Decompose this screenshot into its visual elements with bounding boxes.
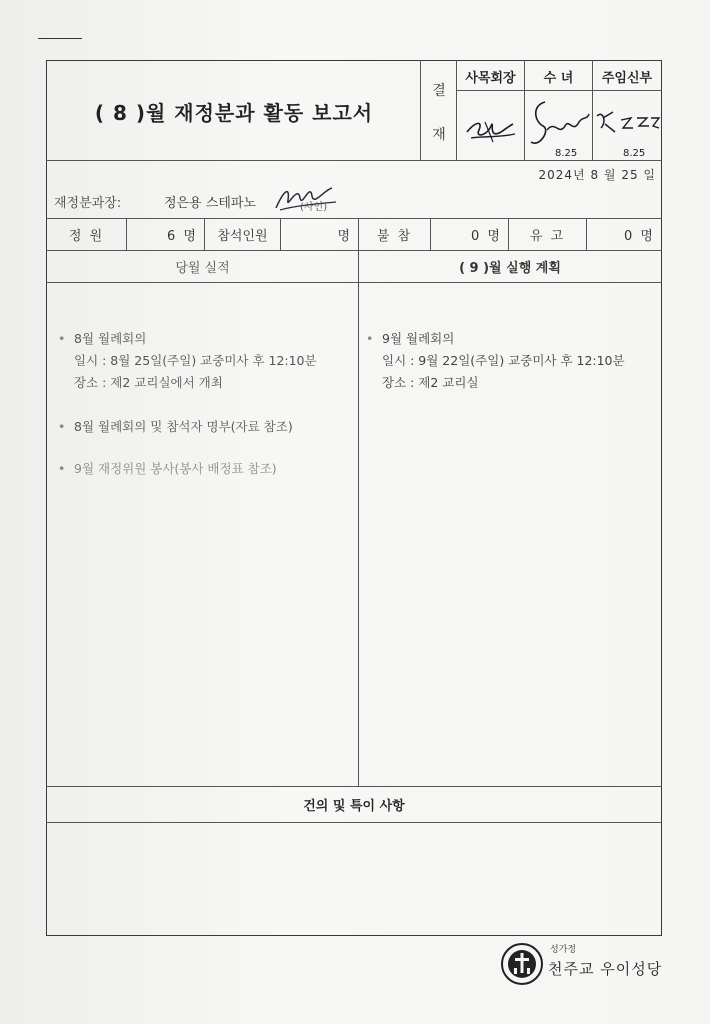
list-item: • 9월 재정위원 봉사(봉사 배정표 참조) — [58, 458, 354, 480]
this-month-header: 당월 실적 — [175, 261, 230, 276]
enrolled-label: 정 원 — [68, 229, 105, 244]
signature-sister — [525, 92, 592, 160]
excused-value: 0 명 — [624, 229, 655, 244]
bullet-icon: • — [58, 331, 66, 346]
report-date: 2024년 8 월 25 일 — [538, 168, 656, 182]
remarks-header: 건의 및 특이 사항 — [303, 799, 405, 814]
chair-name: 정은용 스테파노 — [164, 196, 257, 211]
absent-label: 불 참 — [376, 229, 413, 244]
approval-col-president: 사목회장 — [465, 70, 516, 86]
present-label: 참석인원 — [217, 229, 268, 244]
bullet-icon: • — [366, 331, 374, 346]
next-month-header: ( 9 )월 실행 계획 — [459, 261, 561, 276]
excused-label: 유 고 — [529, 229, 566, 244]
list-item-detail: 일시 : 8월 25일(주일) 교중미사 후 12:10분 — [74, 353, 317, 368]
this-month-list — [58, 328, 354, 480]
remarks-content — [56, 830, 652, 926]
bullet-icon: • — [58, 461, 66, 476]
report-title: ( 8 )월 재정분과 활동 보고서 — [94, 100, 374, 125]
enrolled-value: 6 명 — [167, 229, 198, 244]
footer-small-label: 성가정 — [550, 945, 577, 955]
signature-pastor-date: 8.25 — [623, 148, 646, 159]
list-item: • 9월 월례회의 — [366, 328, 658, 350]
absent-value: 0 명 — [471, 229, 502, 244]
signature-sister-date: 8.25 — [555, 148, 578, 159]
list-item-detail: 장소 : 제2 교리실에서 개최 — [74, 375, 223, 390]
list-item: • 8월 월례회의 및 참석자 명부(자료 참조) — [58, 416, 354, 438]
list-item-detail: 장소 : 제2 교리실 — [382, 375, 479, 390]
corner-mark — [38, 38, 82, 39]
chair-label: 재정분과장: — [54, 196, 122, 211]
rule-remarks-head-bottom — [46, 822, 662, 823]
signature-president — [457, 92, 524, 160]
signature-pastor — [593, 92, 661, 160]
list-item: • 8월 월례회의 — [58, 328, 354, 350]
list-item-detail: 일시 : 9월 22일(주일) 교중미사 후 12:10분 — [382, 353, 625, 368]
approval-label-top: 결 — [432, 83, 446, 99]
footer-parish-name: 천주교 우이성당 — [548, 960, 663, 978]
rule-header-bottom — [46, 160, 662, 161]
rule-section-head-bottom — [46, 282, 662, 283]
rule-approval-left — [420, 60, 421, 160]
rule-middle — [358, 218, 359, 786]
next-month-list — [366, 328, 658, 394]
approval-col-pastor: 주임신부 — [601, 70, 653, 86]
bullet-icon: • — [58, 419, 66, 434]
approval-col-sister: 수 녀 — [543, 70, 574, 86]
approval-label-bottom: 재 — [432, 127, 446, 143]
present-value: 명 — [337, 229, 352, 244]
rule-approval-head — [456, 90, 662, 91]
parish-seal-icon — [500, 942, 544, 986]
chair-seal: (사인) — [300, 202, 328, 213]
